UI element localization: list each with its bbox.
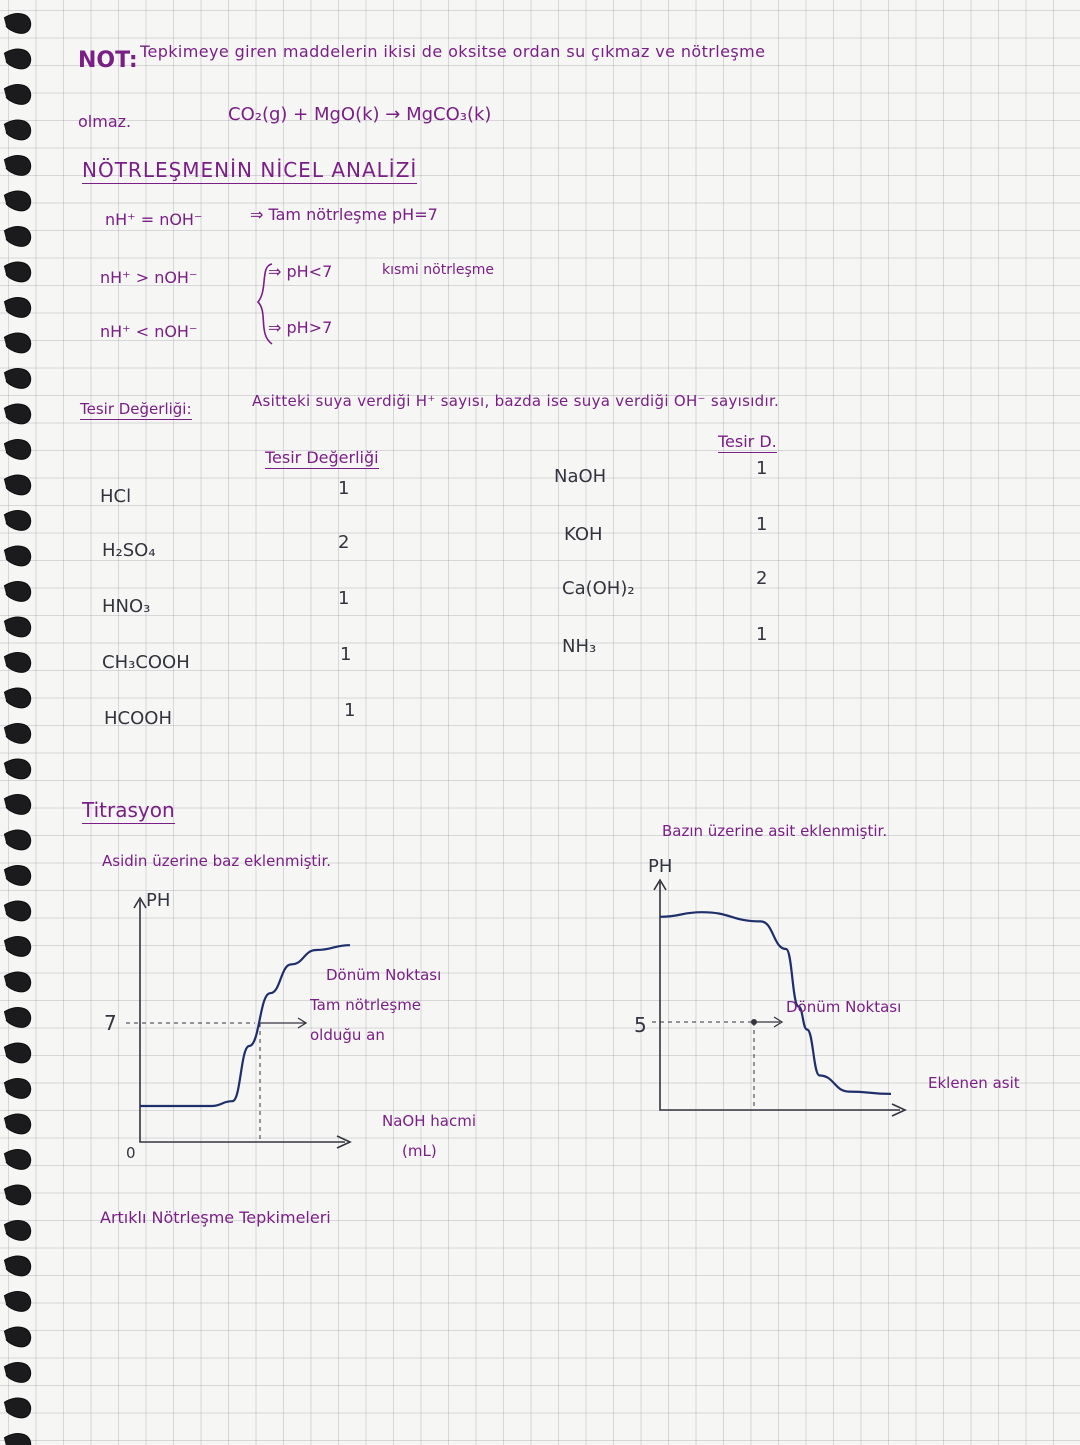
spiral-ring [4, 49, 31, 69]
left-annotation-turning: Dönüm Noktası [326, 966, 442, 984]
titration-chart-base [630, 856, 1050, 1120]
condition-base-excess: nH⁺ < nOH⁻ [100, 322, 198, 341]
left-ytick: 7 [104, 1011, 117, 1035]
spiral-ring [4, 1114, 31, 1134]
spiral-ring [4, 581, 31, 601]
left-caption: Asidin üzerine baz eklenmiştir. [102, 852, 332, 870]
spiral-ring [4, 333, 31, 353]
spiral-ring [4, 120, 31, 140]
spiral-ring [4, 936, 31, 956]
acid-name: H₂SO₄ [102, 540, 156, 561]
note-equation: CO₂(g) + MgO(k) → MgCO₃(k) [228, 104, 492, 125]
spiral-ring [4, 226, 31, 246]
result-equal: ⇒ Tam nötrleşme pH=7 [250, 205, 438, 224]
base-valence: 1 [756, 624, 768, 645]
spiral-ring [4, 262, 31, 282]
excess-neutralization-heading: Artıklı Nötrleşme Tepkimeleri [100, 1208, 331, 1227]
titration-chart-acid [100, 880, 520, 1170]
spiral-binding [0, 0, 44, 1445]
valence-definition: Asitteki suya verdiği H⁺ sayısı, bazda ise suya verdiği OH⁻ sayısıdır. [252, 392, 780, 410]
right-axes [660, 882, 900, 1110]
spiral-ring [4, 510, 31, 530]
titration-title: Titrasyon [82, 798, 175, 822]
base-table-header: Tesir D. [718, 432, 777, 451]
acid-valence: 1 [338, 588, 350, 609]
base-name: Ca(OH)₂ [562, 578, 635, 599]
spiral-ring [4, 617, 31, 637]
right-ytick: 5 [634, 1013, 647, 1037]
spiral-ring [4, 830, 31, 850]
spiral-ring [4, 1327, 31, 1347]
condition-acid-excess: nH⁺ > nOH⁻ [100, 268, 198, 287]
spiral-ring [4, 1043, 31, 1063]
partial-neutralization-note: kısmi nötrleşme [382, 262, 494, 278]
valence-term: Tesir Değerliği: [80, 400, 192, 418]
spiral-ring [4, 439, 31, 459]
result-acid-excess: ⇒ pH<7 [268, 262, 333, 281]
spiral-ring [4, 13, 31, 33]
spiral-ring [4, 1362, 31, 1382]
spiral-ring [4, 1433, 31, 1445]
acid-valence: 1 [340, 644, 352, 665]
acid-valence: 1 [344, 700, 356, 721]
base-valence: 2 [756, 568, 768, 589]
right-annotation-turning: Dönüm Noktası [786, 998, 902, 1016]
spiral-ring [4, 297, 31, 317]
spiral-ring [4, 1398, 31, 1418]
condition-equal: nH⁺ = nOH⁻ [105, 210, 203, 229]
spiral-ring [4, 1078, 31, 1098]
spiral-ring [4, 1220, 31, 1240]
spiral-ring [4, 972, 31, 992]
spiral-ring [4, 1256, 31, 1276]
spiral-ring [4, 794, 31, 814]
left-annotation-neutral-2: olduğu an [310, 1026, 385, 1044]
spiral-ring [4, 368, 31, 388]
base-name: KOH [564, 524, 603, 545]
acid-name: HCOOH [104, 708, 172, 729]
spiral-ring [4, 475, 31, 495]
spiral-ring [4, 404, 31, 424]
spiral-ring [4, 191, 31, 211]
spiral-ring [4, 688, 31, 708]
left-ylabel: PH [146, 890, 171, 911]
acid-valence: 2 [338, 532, 350, 553]
acid-valence: 1 [338, 478, 350, 499]
left-annotation-neutral-1: Tam nötrleşme [310, 996, 422, 1014]
acid-table-header: Tesir Değerliği [265, 448, 379, 467]
acid-name: CH₃COOH [102, 652, 190, 673]
base-valence: 1 [756, 514, 768, 535]
spiral-ring [4, 901, 31, 921]
right-ylabel: PH [648, 856, 673, 877]
spiral-ring [4, 1149, 31, 1169]
turning-point-dot [751, 1019, 757, 1025]
acid-name: HNO₃ [102, 596, 151, 617]
left-xlabel-2: (mL) [402, 1142, 437, 1160]
base-name: NaOH [554, 466, 607, 487]
spiral-ring [4, 865, 31, 885]
spiral-ring [4, 759, 31, 779]
acid-name: HCl [100, 486, 132, 507]
spiral-ring [4, 723, 31, 743]
spiral-ring [4, 1185, 31, 1205]
right-xlabel: Eklenen asit [928, 1074, 1020, 1092]
section-title: NÖTRLEŞMENİN NİCEL ANALİZİ [82, 158, 418, 182]
right-caption: Bazın üzerine asit eklenmiştir. [662, 822, 888, 840]
curly-brace [250, 260, 280, 350]
left-xlabel-1: NaOH hacmi [382, 1112, 476, 1130]
base-name: NH₃ [562, 636, 597, 657]
spiral-ring [4, 84, 31, 104]
spiral-ring [4, 155, 31, 175]
note-label: NOT: [78, 48, 138, 73]
note-text-2: olmaz. [78, 112, 132, 131]
base-valence: 1 [756, 458, 768, 479]
spiral-ring [4, 1291, 31, 1311]
spiral-ring [4, 652, 31, 672]
note-text: Tepkimeye giren maddelerin ikisi de oksitse ordan su çıkmaz ve nötrleşme [140, 42, 766, 61]
left-origin: 0 [126, 1144, 136, 1162]
spiral-ring [4, 1007, 31, 1027]
spiral-ring [4, 546, 31, 566]
result-base-excess: ⇒ pH>7 [268, 318, 333, 337]
